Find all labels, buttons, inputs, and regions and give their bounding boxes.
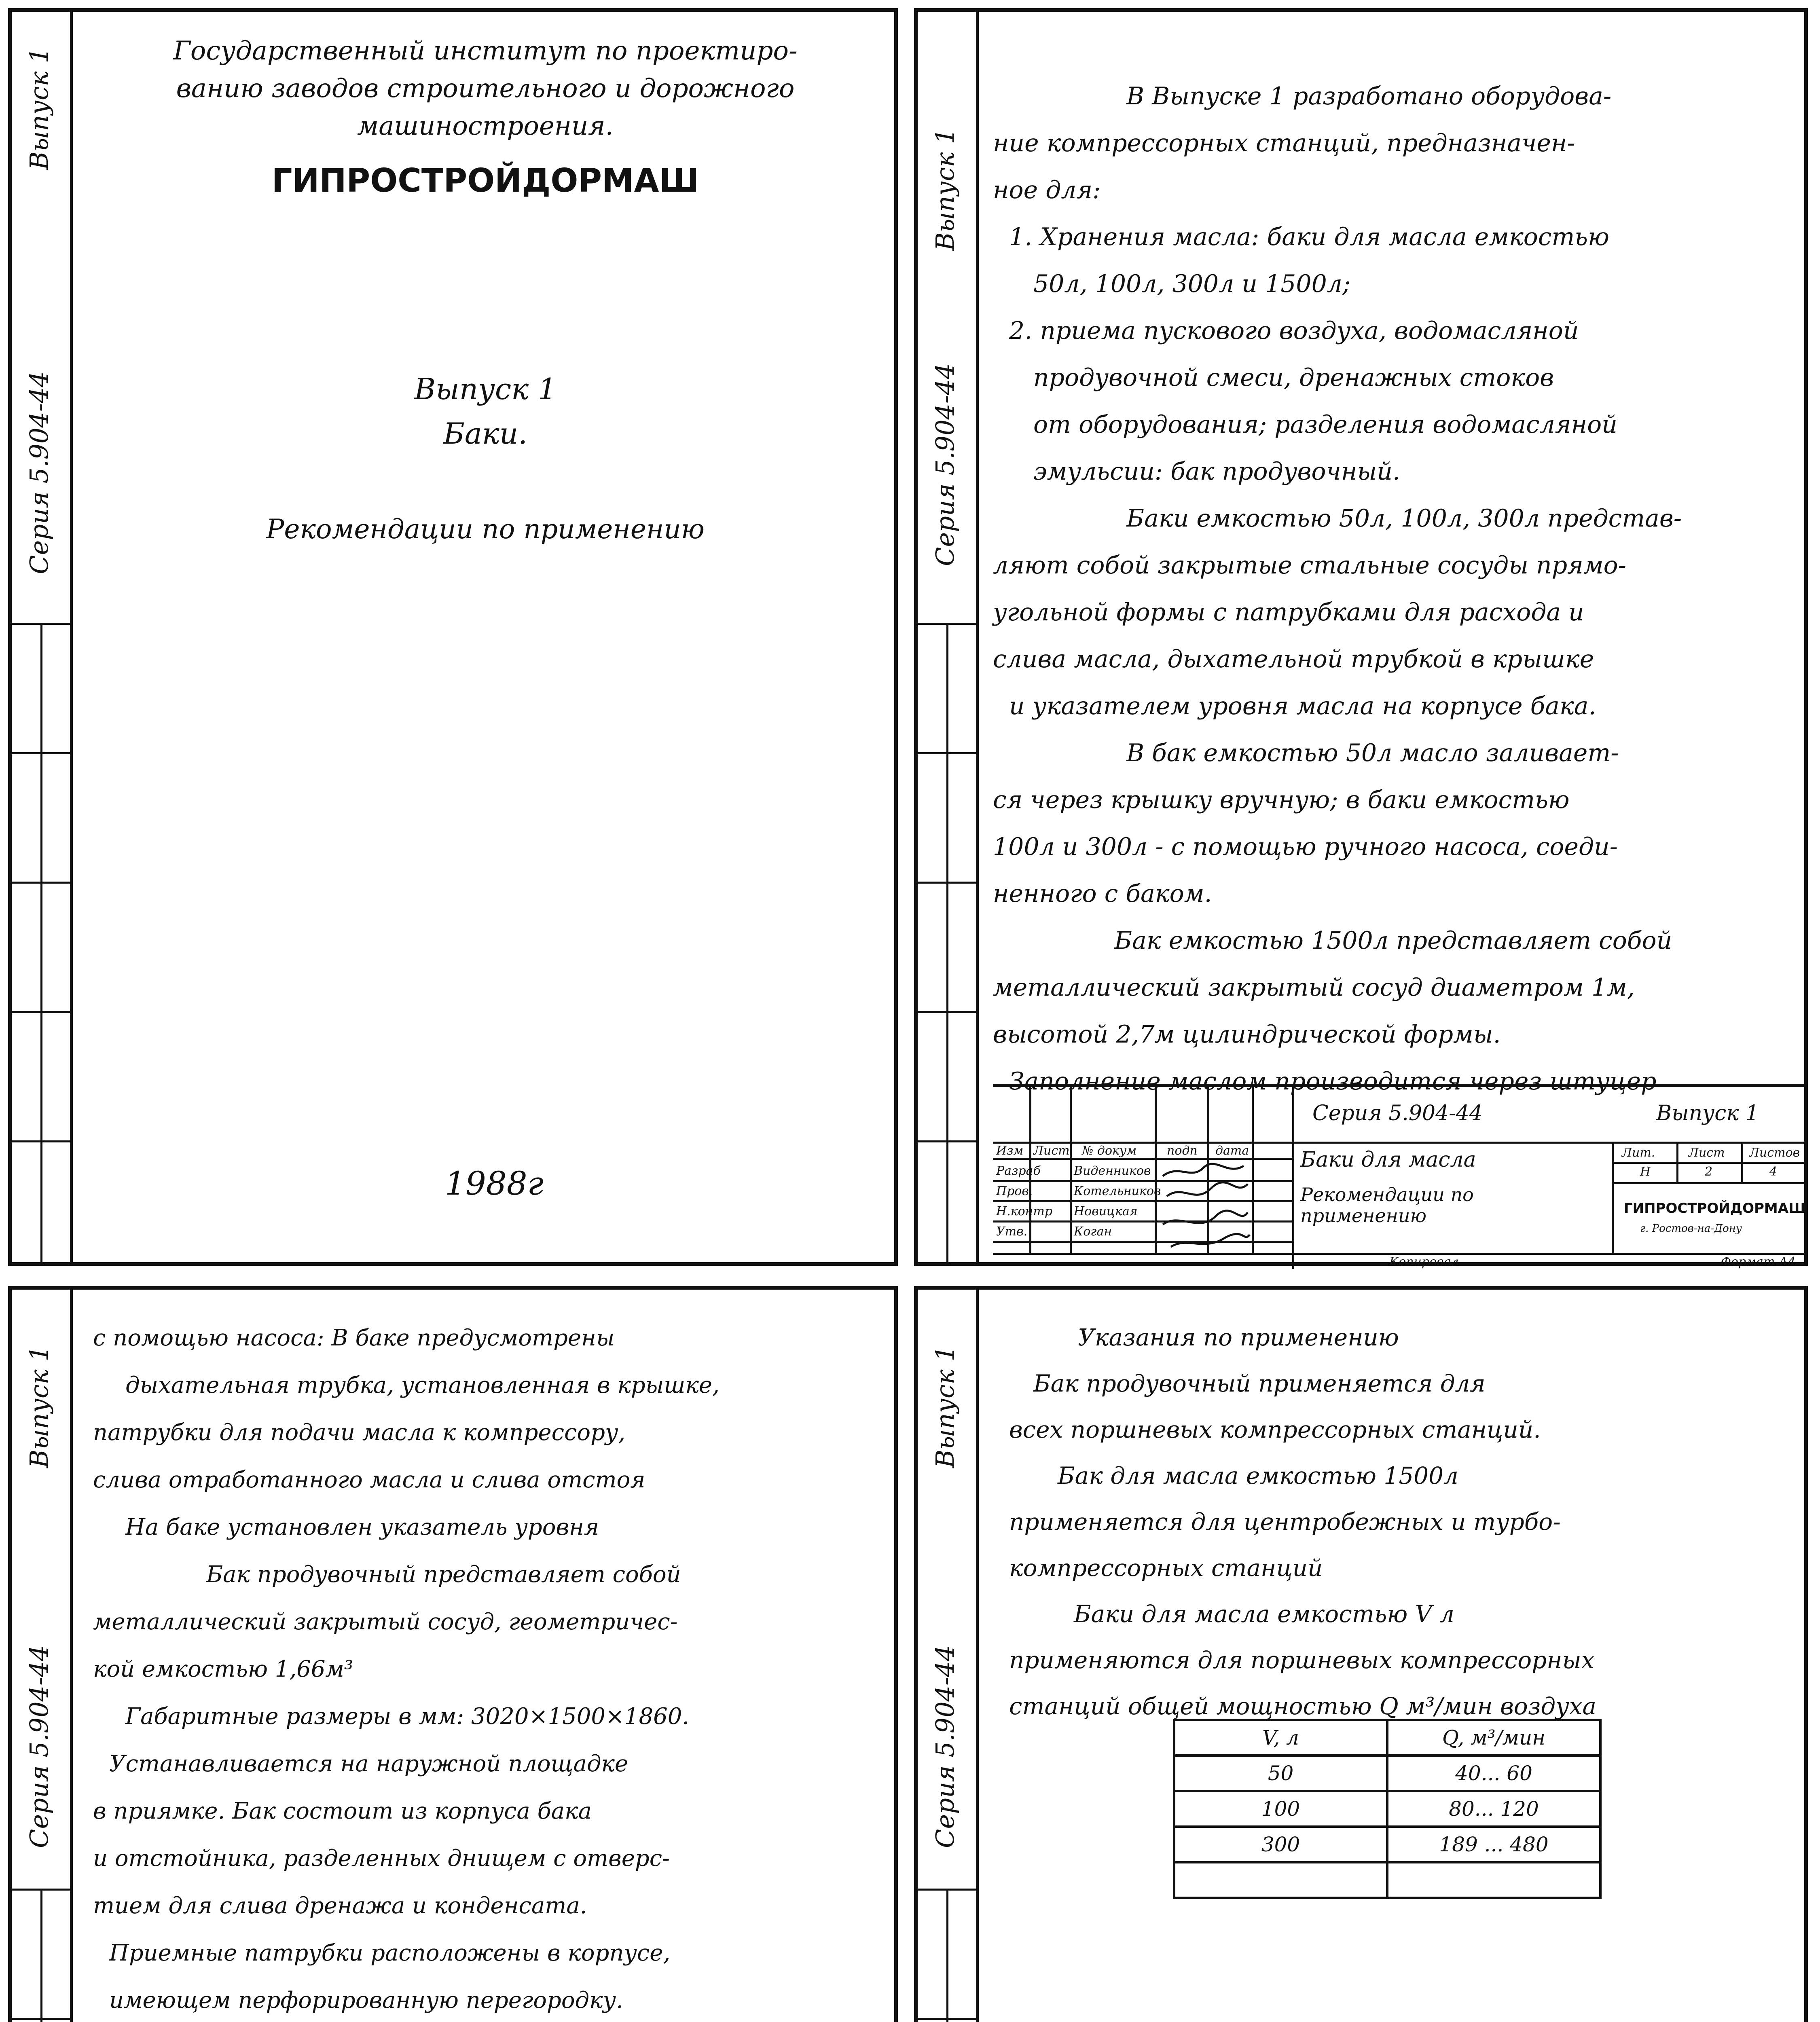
body-line: в приямке. Бак состоит из корпуса бака (93, 1798, 592, 1824)
side-issue-label: Выпуск 1 (930, 1345, 960, 1468)
role-name: Новицкая (1074, 1204, 1138, 1218)
stamp-org: ГИПРОСТРОЙДОРМАШ (1624, 1200, 1806, 1216)
body-line: Бак для масла емкостью 1500л (1058, 1462, 1458, 1489)
body-line: Бак емкостью 1500л представляет собой (1114, 926, 1672, 955)
body-line: Бак продувочный представляет собой (206, 1561, 681, 1588)
side-series-label: Серия 5.904-44 (930, 1645, 960, 1848)
body-line: ное для: (993, 176, 1101, 204)
page-1 (0, 0, 906, 1282)
body-line: продувочной смеси, дренажных стоков (1033, 364, 1554, 392)
title-block (993, 1084, 1808, 1269)
body-line: патрубки для подачи масла к компрессору, (93, 1419, 626, 1446)
col-header: подп (1167, 1144, 1198, 1158)
lit-header: Листов (1749, 1146, 1800, 1160)
table-row (1174, 1862, 1600, 1898)
institute-line-3: машиностроения. (357, 111, 614, 141)
side-issue-label: Выпуск 1 (24, 1345, 54, 1468)
body-line: и отстойника, разделенных днищем с отверс- (93, 1845, 670, 1872)
table-header-cell: Q, м³/мин (1387, 1720, 1600, 1756)
body-line: компрессорных станций (1009, 1554, 1323, 1582)
table-cell: 50 (1174, 1756, 1387, 1791)
role-label: Разраб (996, 1164, 1041, 1178)
stamp-title-1: Баки для масла (1300, 1148, 1476, 1172)
table-header-cell: V, л (1174, 1720, 1387, 1756)
col-header: Лист (1033, 1144, 1070, 1158)
body-line: Бак продувочный применяется для (1033, 1370, 1486, 1397)
body-line: ся через крышку вручную; в баки емкостью (993, 786, 1570, 814)
body-line: и указателем уровня масла на корпусе бака. (1009, 692, 1596, 720)
body-line: слива масла, дыхательной трубкой в крышке (993, 645, 1594, 673)
issue-title: Выпуск 1 (414, 372, 557, 406)
body-line: применяется для центробежных и турбо- (1009, 1508, 1561, 1536)
format-label: Формат А4 (1721, 1255, 1796, 1269)
col-header: дата (1215, 1144, 1249, 1158)
copied-label: Копировал (1389, 1255, 1459, 1269)
body-line: 50л, 100л, 300л и 1500л; (1033, 270, 1351, 298)
table-cell: 100 (1174, 1791, 1387, 1827)
page3-body (93, 1314, 886, 2022)
lit-value: 4 (1769, 1165, 1778, 1179)
body-line: Баки для масла емкостью V л (1074, 1600, 1455, 1628)
body-line: ненного с баком. (993, 880, 1212, 908)
body-line: 2. приема пускового воздуха, водомасляной (1009, 317, 1579, 345)
body-line: Баки емкостью 50л, 100л, 300л представ- (1126, 504, 1682, 533)
body-line: На баке установлен указатель уровня (125, 1514, 599, 1540)
table-cell: 300 (1174, 1827, 1387, 1862)
body-line: слива отработанного масла и слива отстоя (93, 1467, 645, 1493)
body-line: дыхательная трубка, установленная в крышке, (125, 1372, 720, 1398)
side-series-label: Серия 5.904-44 (24, 1645, 54, 1848)
institute-name (121, 32, 849, 145)
col-header: Изм (996, 1144, 1024, 1158)
role-label: Н.контр (996, 1204, 1053, 1218)
body-line: применяются для поршневых компрессорных (1009, 1646, 1595, 1674)
body-line: В бак емкостью 50л масло заливает- (1126, 739, 1619, 767)
table-row (1174, 1756, 1600, 1791)
lit-header: Лит. (1622, 1146, 1655, 1160)
org-title: ГИПРОСТРОЙДОРМАШ (271, 162, 699, 199)
stamp-title-2: Рекомендации по применению (1300, 1184, 1474, 1227)
page4-body (993, 1314, 1802, 1729)
body-line: 1. Хранения масла: баки для масла емкостью (1009, 223, 1609, 251)
table-cell: 40... 60 (1387, 1756, 1600, 1791)
side-issue-label: Выпуск 1 (930, 128, 960, 251)
stamp-series: Серия 5.904-44 (1312, 1101, 1483, 1125)
body-line: ляют собой закрытые стальные сосуды прямо- (993, 551, 1626, 580)
body-line: металлический закрытый сосуд диаметром 1м, (993, 973, 1635, 1002)
section-heading: Указания по применению (1078, 1324, 1399, 1351)
body-line: ние компрессорных станций, предназначен- (993, 129, 1575, 157)
subject-title: Баки. (443, 417, 528, 451)
role-name: Коган (1074, 1225, 1112, 1239)
body-line: от оборудования; разделения водомасляной (1033, 410, 1617, 439)
body-line: с помощью насоса: В баке предусмотрены (93, 1325, 615, 1351)
side-issue-label: Выпуск 1 (24, 47, 54, 170)
page-2 (906, 0, 1820, 1282)
role-label: Пров. (996, 1184, 1033, 1198)
body-line: имеющем перфорированную перегородку. (109, 1987, 623, 2014)
role-name: Котельников (1074, 1184, 1161, 1198)
body-line: кой емкостью 1,66м³ (93, 1656, 353, 1682)
page-4 (906, 1282, 1820, 2022)
body-line: Устанавливается на наружной площадке (109, 1751, 629, 1777)
side-series-label: Серия 5.904-44 (930, 363, 960, 566)
body-line: высотой 2,7м цилиндрической формы. (993, 1020, 1501, 1049)
table-header-row (1174, 1720, 1600, 1756)
col-header: № докум (1082, 1144, 1137, 1158)
body-line: Габаритные размеры в мм: 3020×1500×1860. (125, 1703, 690, 1730)
body-line: станций общей мощностью Q м³/мин воздуха (1009, 1692, 1597, 1720)
lit-value: 2 (1705, 1165, 1713, 1179)
body-line: Заполнение маслом производится через штуцер (1009, 1067, 1657, 1096)
role-label: Утв. (996, 1225, 1028, 1239)
lit-header: Лист (1689, 1146, 1725, 1160)
body-line: В Выпуске 1 разработано оборудова- (1126, 82, 1612, 110)
side-series-label: Серия 5.904-44 (24, 371, 54, 574)
body-line: Приемные патрубки расположены в корпусе, (109, 1940, 671, 1966)
table-row (1174, 1791, 1600, 1827)
institute-line-2: ванию заводов строительного и дорожного (176, 73, 795, 104)
role-name: Виденников (1074, 1164, 1151, 1178)
stamp-city: г. Ростов-на-Дону (1640, 1223, 1742, 1235)
stamp-issue: Выпуск 1 (1656, 1101, 1759, 1125)
signature-mark (1155, 1160, 1252, 1253)
table-cell: 80... 120 (1387, 1791, 1600, 1827)
table-cell (1387, 1862, 1600, 1898)
year: 1988г (445, 1165, 544, 1202)
body-line: угольной формы с патрубками для расхода и (993, 598, 1584, 626)
table-row (1174, 1827, 1600, 1862)
capacity-table (1173, 1719, 1602, 1899)
table-cell (1174, 1862, 1387, 1898)
body-line: эмульсии: бак продувочный. (1033, 457, 1400, 486)
lit-value: Н (1640, 1165, 1651, 1179)
body-line: тием для слива дренажа и конденсата. (93, 1893, 587, 1919)
body-line: металлический закрытый сосуд, геометричес- (93, 1609, 678, 1635)
page2-body (993, 73, 1802, 1105)
body-line: всех поршневых компрессорных станций. (1009, 1416, 1541, 1443)
recommendations-title: Рекомендации по применению (266, 514, 705, 545)
table-cell: 189 ... 480 (1387, 1827, 1600, 1862)
institute-line-1: Государственный институт по проектиро- (173, 36, 798, 66)
page-3 (0, 1282, 906, 2022)
body-line: 100л и 300л - с помощью ручного насоса, соеди- (993, 833, 1618, 861)
